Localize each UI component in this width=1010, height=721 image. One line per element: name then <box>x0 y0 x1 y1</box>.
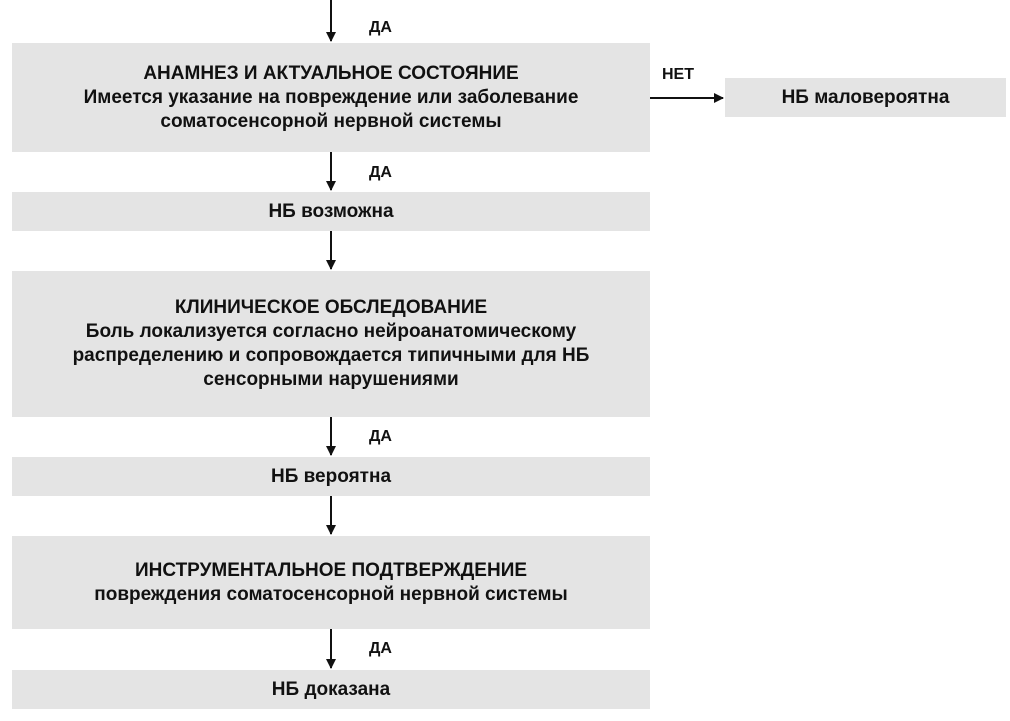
clinical-line-3: сенсорными нарушениями <box>203 369 459 390</box>
possible-text: НБ возможна <box>268 200 394 222</box>
yes-label-instrumental: ДА <box>369 640 392 657</box>
clinical-box <box>12 271 650 417</box>
history-line-1: Имеется указание на повреждение или заболевание <box>83 86 579 108</box>
proven-box <box>12 670 650 709</box>
clinical-title: КЛИНИЧЕСКОЕ ОБСЛЕДОВАНИЕ <box>174 297 488 318</box>
possible-box <box>12 192 650 231</box>
yes-label-history: ДА <box>369 164 392 181</box>
probable-box <box>12 457 650 496</box>
yes-label-clinical: ДА <box>369 428 392 445</box>
unlikely-text: НБ маловероятна <box>781 86 950 108</box>
clinical-line-2: распределению и сопровождается типичными для НБ <box>72 345 590 366</box>
unlikely-box <box>725 78 1006 117</box>
no-label: НЕТ <box>662 66 694 83</box>
probable-text: НБ вероятна <box>270 465 392 487</box>
instrumental-box <box>12 536 650 629</box>
instrumental-title: ИНСТРУМЕНТАЛЬНОЕ ПОДТВЕРЖДЕНИЕ <box>134 559 528 581</box>
history-box <box>12 43 650 152</box>
instrumental-line-1: повреждения соматосенсорной нервной системы <box>94 583 568 605</box>
yes-label-top: ДА <box>369 19 392 36</box>
history-line-2: соматосенсорной нервной системы <box>160 110 502 132</box>
clinical-line-1: Боль локализуется согласно нейроанатомическому <box>85 321 577 342</box>
proven-text: НБ доказана <box>271 678 391 700</box>
history-title: АНАМНЕЗ И АКТУАЛЬНОЕ СОСТОЯНИЕ <box>143 62 519 84</box>
